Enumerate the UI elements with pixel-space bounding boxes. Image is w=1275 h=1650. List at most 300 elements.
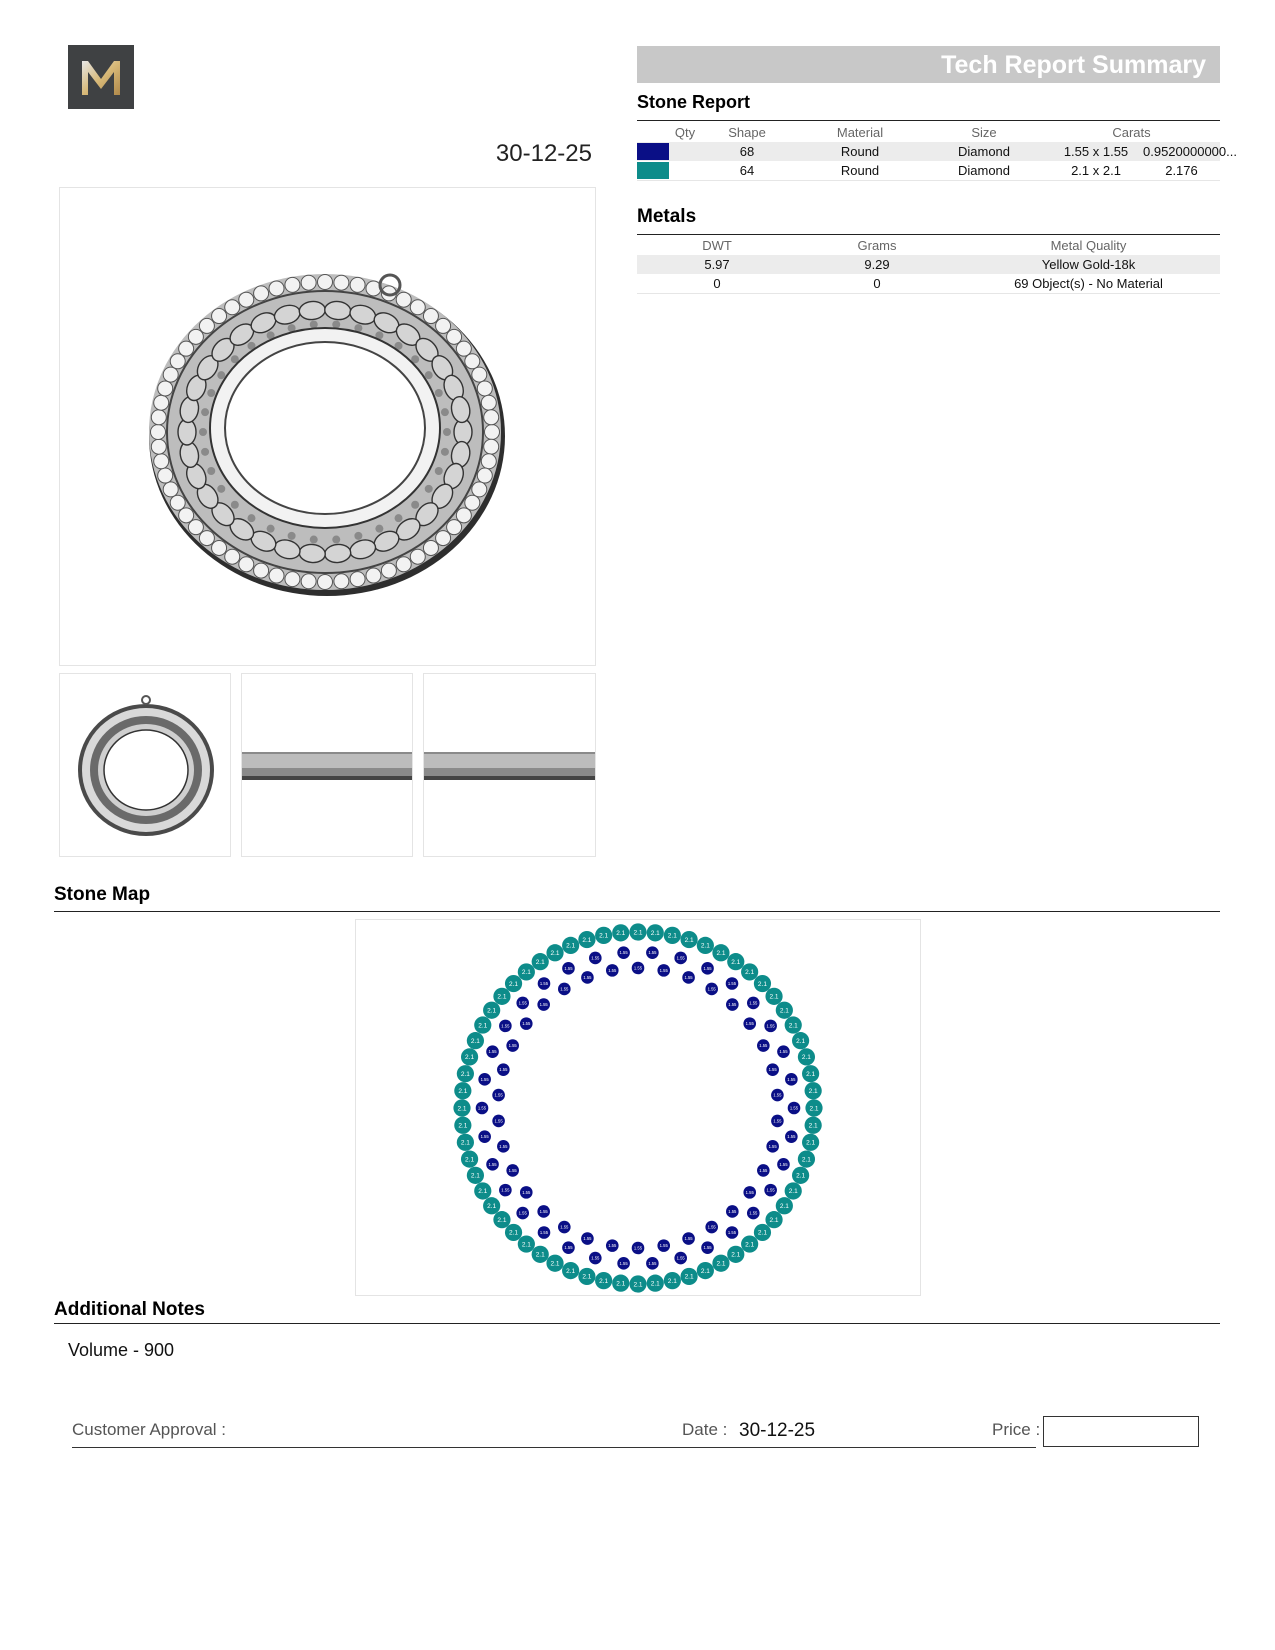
stone-size-label: 2.1: [667, 1277, 677, 1285]
stone-size-label: 2.1: [700, 1267, 710, 1275]
price-input[interactable]: [1043, 1416, 1199, 1447]
stone-size-label: 1.55: [749, 1210, 758, 1216]
stone-size-label: 1.55: [684, 1236, 693, 1242]
stone-size-label: 2.1: [806, 1070, 816, 1078]
inner-stone: [606, 964, 619, 977]
render-bead: [269, 281, 284, 296]
render-bead: [170, 495, 185, 510]
outer-stone: [647, 1275, 664, 1292]
stone-size-label: 2.1: [808, 1122, 818, 1130]
inner-stone: [476, 1102, 489, 1115]
stone-size-label: 2.1: [745, 969, 755, 977]
outer-stone: [712, 1255, 729, 1272]
inner-stone: [617, 946, 630, 959]
outer-stone: [802, 1134, 819, 1151]
outer-stone: [680, 931, 697, 948]
stone-color-swatch: [637, 161, 671, 181]
outer-stone: [697, 1262, 714, 1279]
stone-size-label: 1.55: [591, 1255, 600, 1261]
render-dot: [435, 467, 443, 475]
inner-stone: [764, 1020, 777, 1033]
stone-size-label: 2.1: [716, 1260, 726, 1268]
stone-size-label: 1.55: [759, 1043, 768, 1049]
inner-stone: [606, 1239, 619, 1252]
column-header: Qty: [674, 125, 696, 140]
table-cell: Diamond: [925, 142, 1043, 161]
table-row: [637, 274, 1220, 294]
inner-stone: [537, 998, 550, 1011]
outer-stone: [505, 975, 522, 992]
inner-stone: [777, 1045, 790, 1058]
outer-stone: [454, 1117, 471, 1134]
stone-size-label: 2.1: [458, 1088, 468, 1096]
stone-color-swatch: [637, 142, 671, 161]
outer-stone: [697, 937, 714, 954]
outer-stone: [457, 1065, 474, 1082]
inner-stone: [674, 952, 687, 965]
logo-m-icon: [68, 45, 134, 109]
render-bead: [151, 425, 166, 440]
inner-stone: [657, 964, 670, 977]
outer-stone: [467, 1167, 484, 1184]
stone-size-label: 1.55: [684, 974, 693, 980]
stone-size-label: 1.55: [591, 955, 600, 961]
stone-size-label: 2.1: [458, 1122, 468, 1130]
outer-stone: [754, 975, 771, 992]
customer-approval-label: Customer Approval :: [72, 1420, 227, 1439]
outer-stone: [505, 1224, 522, 1241]
render-bead: [481, 454, 496, 469]
stone-size-label: 1.55: [522, 1021, 531, 1027]
stone-size-label: 1.55: [707, 986, 716, 992]
stone-size-label: 1.55: [768, 1143, 777, 1149]
stone-size-label: 1.55: [608, 967, 617, 973]
outer-stone: [765, 1211, 782, 1228]
outer-stone: [798, 1048, 815, 1065]
stone-size-label: 2.1: [801, 1054, 811, 1062]
carats-value: 2.176: [1165, 163, 1198, 178]
inner-stone: [499, 1184, 512, 1197]
stone-size-label: 1.55: [766, 1187, 775, 1193]
render-dot: [247, 514, 255, 522]
stone-size-label: 2.1: [716, 950, 726, 958]
render-bead: [163, 367, 178, 382]
outer-stone: [612, 924, 629, 941]
stone-size-label: 1.55: [494, 1118, 503, 1124]
stone-size-label: 2.1: [497, 993, 507, 1001]
notes-divider: [54, 1323, 1220, 1324]
stone-size-label: 1.55: [749, 1000, 758, 1006]
stone-map-panel: [355, 919, 921, 1296]
stone-size-label: 1.55: [608, 1243, 617, 1249]
outer-stone: [483, 1002, 500, 1019]
inner-stone: [747, 997, 760, 1010]
stone-size-label: 2.1: [535, 1251, 545, 1259]
stone-size-label: 1.55: [659, 1243, 668, 1249]
render-dot: [425, 485, 433, 493]
render-bead: [477, 468, 492, 483]
outer-stone: [578, 931, 595, 948]
stone-size-label: 2.1: [808, 1088, 818, 1096]
render-dot: [354, 532, 362, 540]
inner-stone: [492, 1089, 505, 1102]
stone-size-label: 1.55: [583, 974, 592, 980]
render-bead: [188, 329, 203, 344]
pendant-side-thumbnail-2: [424, 674, 595, 856]
stone-size-label: 1.55: [508, 1167, 517, 1173]
stone-report-title: Stone Report: [637, 92, 751, 112]
outer-stone: [546, 944, 563, 961]
inner-stone: [581, 1232, 594, 1245]
stone-size-label: 1.55: [766, 1023, 775, 1029]
table-cell: 5.97: [637, 255, 797, 274]
render-bead: [318, 275, 333, 290]
render-bead: [151, 410, 166, 425]
stone-size-label: 1.55: [539, 1208, 548, 1214]
stone-size-label: 1.55: [745, 1189, 754, 1195]
render-dot: [201, 448, 209, 456]
render-bead: [423, 309, 438, 324]
stone-size-label: 2.1: [769, 993, 779, 1001]
render-bead: [225, 549, 240, 564]
outer-stone: [467, 1032, 484, 1049]
approval-date-label: Date :: [682, 1420, 728, 1439]
render-bead: [396, 557, 411, 572]
render-bead: [163, 482, 178, 497]
inner-stone: [632, 962, 645, 975]
stone-size-label: 1.55: [768, 1067, 777, 1073]
render-bead: [199, 531, 214, 546]
stone-size-label: 2.1: [521, 969, 531, 977]
stone-size-label: 1.55: [619, 1260, 628, 1266]
stone-size-label: 2.1: [684, 1273, 694, 1281]
stone-size-label: 1.55: [539, 1229, 549, 1235]
stone-size-label: 2.1: [806, 1139, 816, 1147]
render-bead: [318, 575, 333, 590]
stone-size-label: 1.55: [501, 1187, 510, 1193]
inner-stone: [766, 1140, 779, 1153]
stone-size-label: 1.55: [564, 965, 573, 971]
table-cell: Yellow Gold-18k: [957, 255, 1220, 274]
render-bead: [436, 318, 451, 333]
table-cell: 0: [637, 274, 797, 294]
stone-size-label: 1.55: [789, 1105, 799, 1111]
outer-stone: [712, 944, 729, 961]
stone-size-label: 1.55: [508, 1043, 517, 1049]
outer-stone: [518, 963, 535, 980]
stone-size-label: 1.55: [745, 1021, 754, 1027]
metals-title: Metals: [637, 206, 697, 227]
table-cell: [671, 161, 699, 181]
outer-stone: [647, 924, 664, 941]
stone-size-label: 2.1: [757, 1229, 767, 1237]
price-label: Price :: [992, 1420, 1041, 1439]
stone-size-label: 2.1: [478, 1188, 488, 1196]
outer-stone: [792, 1167, 809, 1184]
inner-stone: [646, 1257, 659, 1270]
stone-size-label: 1.55: [501, 1023, 510, 1029]
render-bead: [254, 286, 269, 301]
stone-size-label: 1.55: [583, 1236, 592, 1242]
stone-size-label: 1.55: [773, 1092, 782, 1098]
render-bead: [212, 540, 227, 555]
table-cell: Round: [795, 161, 925, 181]
outer-stone: [798, 1150, 815, 1167]
render-dot: [395, 514, 403, 522]
outer-stone: [454, 1082, 471, 1099]
stone-size-label: 1.55: [787, 1076, 796, 1082]
stone-size-label: 2.1: [566, 942, 576, 950]
outer-stone: [483, 1197, 500, 1214]
outer-stone: [741, 963, 758, 980]
metals-divider: [637, 234, 1220, 235]
inner-stone: [589, 1252, 602, 1265]
report-header-bar: [637, 46, 1220, 83]
table-cell: [1043, 161, 1220, 181]
render-bead: [484, 410, 499, 425]
stone-size-label: 1.55: [703, 1245, 712, 1251]
stone-size-label: 1.55: [522, 1189, 531, 1195]
stone-size-label: 1.55: [488, 1049, 497, 1055]
stone-size-label: 2.1: [667, 932, 677, 940]
render-bead: [154, 395, 169, 410]
inner-stone: [764, 1184, 777, 1197]
inner-stone: [516, 1207, 529, 1220]
pendant-side-thumbnail-1: [242, 674, 412, 856]
inner-stone: [771, 1089, 784, 1102]
render-bead: [410, 549, 425, 564]
render-dot: [310, 536, 318, 544]
table-row: [637, 142, 1220, 161]
stone-size-label: 2.1: [582, 1273, 592, 1281]
render-bead: [239, 557, 254, 572]
inner-stone: [497, 1140, 510, 1153]
outer-stone: [785, 1182, 802, 1199]
outer-stone: [754, 1224, 771, 1241]
inner-stone: [632, 1242, 645, 1255]
stone-size-label: 1.55: [619, 950, 628, 956]
render-bead: [285, 572, 300, 587]
stone-size-label: 2.1: [470, 1172, 480, 1180]
stone-size-label: 1.55: [648, 1260, 657, 1266]
table-cell: 0: [797, 274, 957, 294]
outer-stone: [518, 1235, 535, 1252]
render-bead: [465, 354, 480, 369]
inner-stone: [682, 1232, 695, 1245]
render-dot: [441, 408, 449, 416]
outer-stone: [629, 1275, 646, 1292]
stone-size-label: 2.1: [633, 1281, 643, 1289]
inner-stone: [674, 1252, 687, 1265]
notes-text: Volume - 900: [68, 1340, 175, 1360]
table-cell: 69 Object(s) - No Material: [957, 274, 1220, 294]
stone-size-label: 1.55: [539, 1002, 548, 1008]
inner-stone: [497, 1063, 510, 1076]
stone-size-label: 1.55: [787, 1134, 796, 1140]
table-cell: Round: [795, 142, 925, 161]
outer-stone: [664, 927, 681, 944]
stone-size-label: 2.1: [487, 1007, 497, 1015]
outer-stone: [595, 927, 612, 944]
render-dot: [411, 501, 419, 509]
stone-size-label: 1.55: [494, 1092, 503, 1098]
outer-stone: [629, 923, 646, 940]
outer-stone: [785, 1016, 802, 1033]
inner-stone: [743, 1186, 756, 1199]
metals-table: [637, 236, 1220, 294]
stone-size-label: 1.55: [477, 1105, 487, 1111]
render-dot: [201, 408, 209, 416]
render-bead: [301, 275, 316, 290]
stone-size-label: 2.1: [809, 1105, 819, 1113]
inner-stone: [726, 1205, 739, 1218]
stone-size-label: 2.1: [769, 1216, 779, 1224]
stone-size-label: 1.55: [659, 967, 668, 973]
table-row: [637, 161, 1220, 181]
report-date: 30-12-25: [495, 140, 592, 167]
column-header: Size: [971, 125, 997, 140]
stone-size-label: 2.1: [535, 958, 545, 966]
stone-size-label: 2.1: [801, 1156, 811, 1164]
inner-stone: [777, 1158, 790, 1171]
size-value: 1.55 x 1.55: [1063, 144, 1129, 159]
report-title: Tech Report Summary: [941, 51, 1206, 79]
stone-size-label: 2.1: [700, 942, 710, 950]
render-dot: [217, 371, 225, 379]
company-logo: [68, 45, 134, 109]
column-header: [637, 123, 671, 142]
render-bead: [485, 425, 500, 440]
render-dot: [425, 371, 433, 379]
inner-stone: [785, 1073, 798, 1086]
table-cell: [1043, 142, 1237, 161]
approval-signature-line: [72, 1447, 1036, 1448]
render-bead: [158, 468, 173, 483]
stone-size-label: 2.1: [796, 1037, 806, 1045]
stone-report-divider: [637, 120, 1220, 121]
render-bead: [151, 439, 166, 454]
inner-stone: [562, 1241, 575, 1254]
stone-map-diagram: [356, 920, 920, 1295]
render-bead: [423, 540, 438, 555]
thumbnail-front-view[interactable]: [59, 673, 231, 857]
outer-stone: [805, 1082, 822, 1099]
stone-size-label: 2.1: [650, 1280, 660, 1288]
stone-size-label: 1.55: [560, 1224, 569, 1230]
outer-stone: [461, 1048, 478, 1065]
render-dot: [310, 320, 318, 328]
inner-stone: [506, 1164, 519, 1177]
stone-size-label: 1.55: [480, 1076, 489, 1082]
render-dot: [332, 320, 340, 328]
render-bead: [436, 531, 451, 546]
inner-stone: [486, 1158, 499, 1171]
stone-size-label: 1.55: [779, 1161, 788, 1167]
inner-stone: [558, 983, 571, 996]
render-bead: [410, 300, 425, 315]
stone-size-label: 2.1: [731, 958, 741, 966]
stone-size-label: 1.55: [676, 955, 685, 961]
stone-size-label: 2.1: [788, 1188, 798, 1196]
stone-size-label: 1.55: [539, 980, 549, 986]
inner-stone: [562, 962, 575, 975]
outer-stone: [532, 1246, 549, 1263]
stone-size-label: 2.1: [779, 1203, 789, 1211]
inner-stone: [726, 977, 739, 990]
table-row: [637, 255, 1220, 274]
inner-stone: [705, 983, 718, 996]
inner-stone: [520, 1017, 533, 1030]
inner-stone: [537, 1205, 550, 1218]
stone-size-label: 1.55: [564, 1245, 573, 1251]
render-dot: [435, 389, 443, 397]
stone-size-label: 1.55: [633, 1245, 643, 1251]
render-bead: [199, 318, 214, 333]
column-header: Shape: [728, 125, 766, 140]
outer-stone: [453, 1099, 470, 1116]
inner-stone: [657, 1239, 670, 1252]
render-bead: [477, 381, 492, 396]
inner-stone: [747, 1207, 760, 1220]
stone-size-label: 1.55: [560, 986, 569, 992]
outer-stone: [612, 1275, 629, 1292]
inner-stone: [757, 1039, 770, 1052]
render-bead: [212, 309, 227, 324]
stone-size-label: 2.1: [566, 1267, 576, 1275]
inner-stone: [646, 946, 659, 959]
inner-stone: [516, 997, 529, 1010]
outer-stone: [493, 1211, 510, 1228]
stone-size-label: 1.55: [703, 965, 712, 971]
stone-size-label: 2.1: [616, 1280, 626, 1288]
approval-date-value: 30-12-25: [739, 1420, 816, 1441]
stone-size-label: 2.1: [497, 1216, 507, 1224]
render-dot: [441, 448, 449, 456]
stone-size-label: 2.1: [684, 936, 694, 944]
render-bead: [350, 277, 365, 292]
table-cell: [671, 142, 699, 161]
render-bead: [269, 568, 284, 583]
render-bead: [465, 495, 480, 510]
inner-stone: [499, 1020, 512, 1033]
render-bead: [366, 568, 381, 583]
inner-stone: [682, 971, 695, 984]
stone-size-label: 1.55: [728, 1002, 737, 1008]
outer-stone: [664, 1272, 681, 1289]
stone-size-label: 1.55: [727, 980, 737, 986]
stone-size-label: 1.55: [707, 1224, 716, 1230]
outer-stone: [532, 953, 549, 970]
stone-size-label: 1.55: [779, 1049, 788, 1055]
inner-stone: [581, 971, 594, 984]
thumbnail-top-view[interactable]: [423, 673, 596, 857]
render-bead: [456, 341, 471, 356]
outer-stone: [741, 1235, 758, 1252]
inner-stone: [589, 952, 602, 965]
outer-stone: [802, 1065, 819, 1082]
pendant-render-image: [60, 188, 595, 665]
stone-size-label: 1.55: [488, 1161, 497, 1167]
render-bead: [154, 454, 169, 469]
inner-stone: [766, 1063, 779, 1076]
thumbnail-side-view[interactable]: [241, 673, 413, 857]
render-dot: [267, 525, 275, 533]
render-bead: [381, 563, 396, 578]
render-dot: [288, 532, 296, 540]
stone-size-label: 1.55: [518, 1000, 527, 1006]
stone-size-label: 2.1: [509, 980, 519, 988]
render-bead: [396, 292, 411, 307]
